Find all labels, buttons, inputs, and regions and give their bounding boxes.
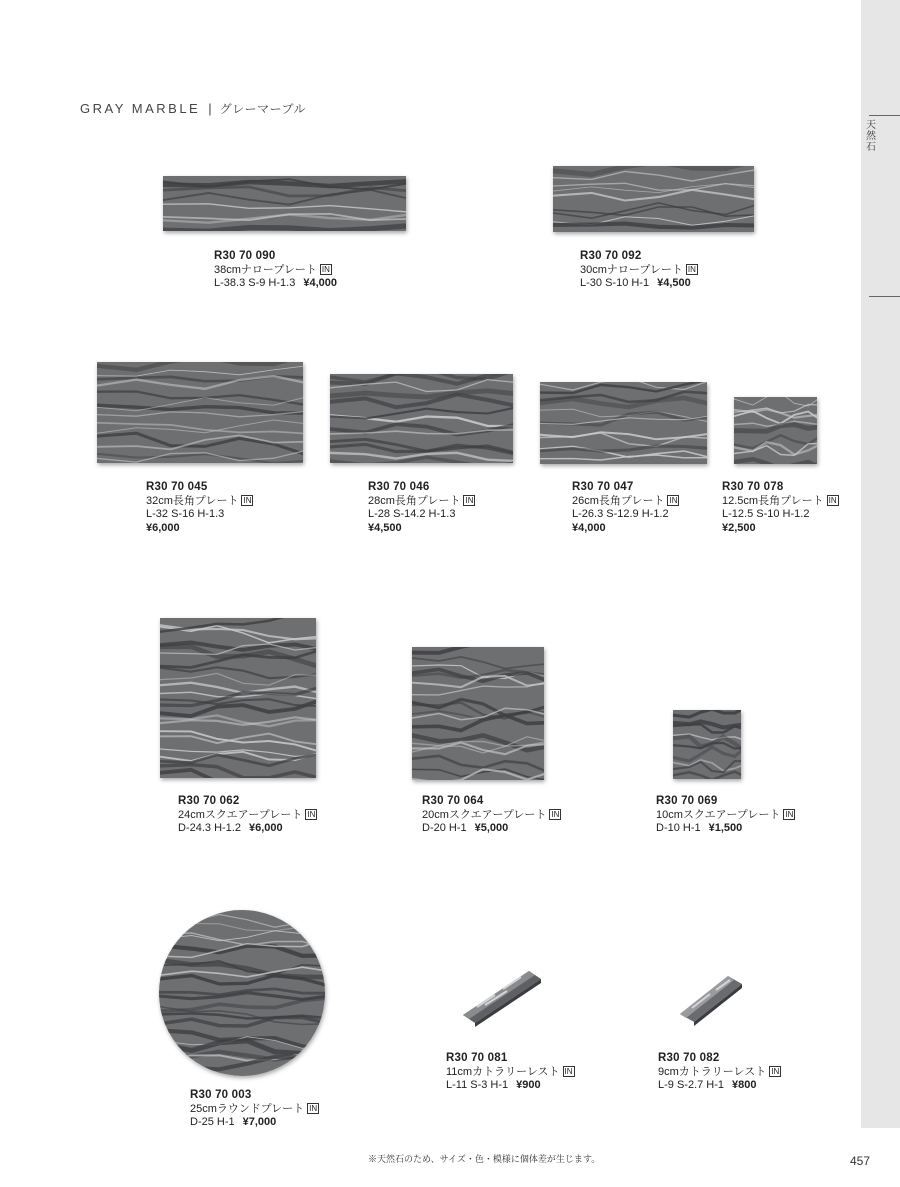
product-code: R30 70 082 — [658, 1052, 720, 1064]
product-code: R30 70 064 — [422, 795, 484, 807]
product-code: R30 70 078 — [722, 481, 784, 493]
in-badge: IN — [687, 264, 696, 274]
product-dimensions: L-26.3 S-12.9 H-1.2 — [572, 508, 669, 520]
product-code: R30 70 047 — [572, 481, 634, 493]
product-info — [214, 250, 337, 291]
product-price: ¥2,500 — [722, 521, 756, 534]
title-separator: | — [208, 101, 212, 116]
product-info — [146, 481, 253, 535]
product-code: R30 70 062 — [178, 795, 240, 807]
product-image-r3070092 — [553, 166, 754, 232]
product-info — [580, 250, 698, 291]
sidebar-tab — [861, 0, 900, 1128]
product-dimensions: L-9 S-2.7 H-1 — [658, 1079, 725, 1091]
product-name: 26cm長角プレート — [572, 494, 665, 507]
product-name: 24cmスクエアープレート — [178, 808, 303, 821]
product-name: 32cm長角プレート — [146, 494, 239, 507]
in-badge: IN — [669, 495, 678, 505]
product-image-r3070046 — [330, 374, 513, 463]
product-info — [368, 481, 475, 535]
page-number: 457 — [850, 1154, 871, 1168]
section-subtitle: グレーマーブル — [219, 102, 307, 116]
product-price: ¥800 — [732, 1079, 757, 1091]
product-info — [722, 481, 839, 535]
product-image-r3070003 — [159, 910, 325, 1076]
product-code: R30 70 090 — [214, 250, 276, 262]
product-price: ¥4,000 — [572, 521, 606, 534]
product-price: ¥4,000 — [303, 277, 337, 289]
product-code: R30 70 092 — [580, 250, 642, 262]
product-info — [178, 795, 317, 836]
product-dimensions: L-38.3 S-9 H-1.3 — [214, 277, 296, 289]
product-name: 28cm長角プレート — [368, 494, 461, 507]
product-dimensions: L-28 S-14.2 H-1.3 — [368, 508, 456, 520]
product-info — [422, 795, 561, 836]
product-code: R30 70 045 — [146, 481, 208, 493]
in-badge: IN — [465, 495, 474, 505]
product-price: ¥5,000 — [474, 822, 509, 834]
product-info — [446, 1052, 575, 1093]
product-info — [656, 795, 795, 836]
product-info — [658, 1052, 781, 1093]
product-code: R30 70 046 — [368, 481, 430, 493]
product-name: 12.5cm長角プレート — [722, 494, 824, 507]
in-badge: IN — [307, 809, 316, 819]
product-code: R30 70 003 — [190, 1089, 252, 1101]
product-price: ¥4,500 — [657, 277, 691, 289]
product-dimensions: D-10 H-1 — [656, 822, 701, 834]
sidebar-divider-bottom — [869, 296, 900, 297]
product-dimensions: L-11 S-3 H-1 — [446, 1079, 509, 1091]
in-badge: IN — [551, 809, 560, 819]
in-badge: IN — [828, 495, 837, 505]
product-code: R30 70 069 — [656, 795, 718, 807]
sidebar-divider-top — [869, 115, 900, 116]
product-dimensions: D-25 H-1 — [190, 1116, 235, 1128]
in-badge: IN — [243, 495, 252, 505]
product-name: 20cmスクエアープレート — [422, 808, 547, 821]
section-header — [80, 100, 306, 117]
in-badge: IN — [771, 1066, 780, 1076]
product-name: 9cmカトラリーレスト — [658, 1065, 767, 1078]
footnote: ※天然石のため、サイズ・色・模様に個体差が生じます。 — [368, 1154, 601, 1164]
product-dimensions: D-20 H-1 — [422, 822, 467, 834]
product-price: ¥1,500 — [708, 822, 743, 834]
product-image-r3070047 — [540, 382, 707, 464]
product-image-r3070081 — [455, 965, 545, 1027]
product-price: ¥900 — [516, 1079, 541, 1091]
product-image-r3070082 — [676, 972, 746, 1026]
product-price: ¥7,000 — [242, 1116, 277, 1128]
product-dimensions: L-30 S-10 H-1 — [580, 277, 650, 289]
product-price: ¥6,000 — [146, 521, 180, 534]
sidebar-label: 天然石 — [866, 120, 876, 153]
product-image-r3070062 — [160, 618, 316, 778]
product-name: 38cmナロープレート — [214, 263, 317, 276]
product-image-r3070064 — [412, 647, 544, 780]
product-name: 25cmラウンドプレート — [190, 1102, 305, 1115]
product-name: 10cmスクエアープレート — [656, 808, 781, 821]
product-image-r3070078 — [734, 397, 817, 464]
product-dimensions: D-24.3 H-1.2 — [178, 822, 241, 834]
product-image-r3070069 — [673, 710, 741, 779]
in-badge: IN — [785, 809, 794, 819]
product-dimensions: L-12.5 S-10 H-1.2 — [722, 508, 810, 520]
product-info — [190, 1089, 319, 1130]
in-badge: IN — [309, 1103, 318, 1113]
product-image-r3070045 — [97, 362, 303, 463]
product-price: ¥6,000 — [248, 822, 283, 834]
product-info — [572, 481, 679, 535]
section-title: GRAY MARBLE — [80, 101, 201, 116]
in-badge: IN — [321, 264, 330, 274]
product-code: R30 70 081 — [446, 1052, 508, 1064]
product-dimensions: L-32 S-16 H-1.3 — [146, 508, 225, 520]
product-price: ¥4,500 — [368, 521, 402, 534]
product-name: 11cmカトラリーレスト — [446, 1065, 560, 1078]
product-name: 30cmナロープレート — [580, 263, 683, 276]
product-image-r3070090 — [163, 176, 406, 231]
in-badge: IN — [564, 1066, 573, 1076]
